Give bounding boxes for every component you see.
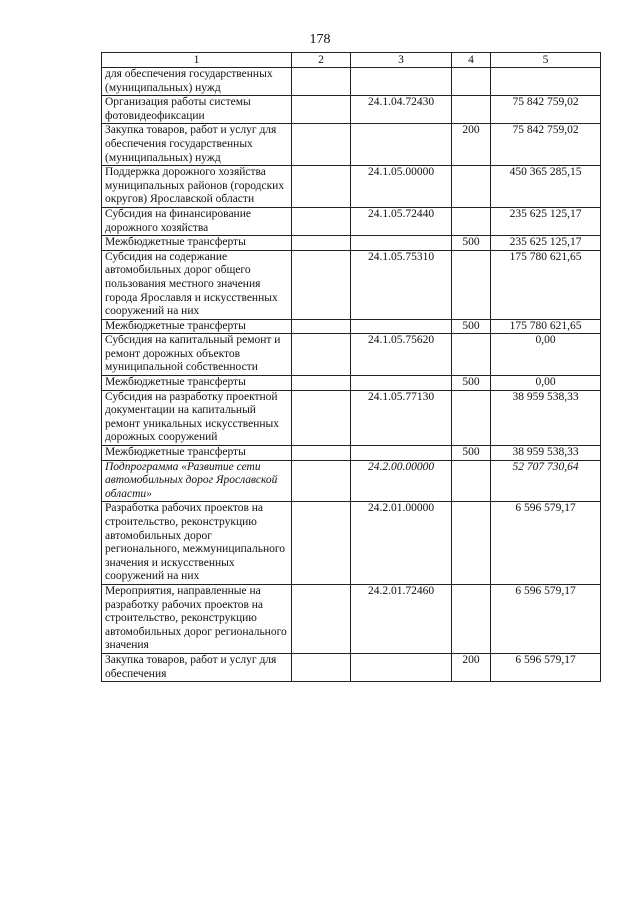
table-row (102, 124, 601, 166)
row-name-cell: Организация работы системы фотовидеофиксации (102, 96, 292, 124)
row-amount-cell: 6 596 579,17 (491, 653, 601, 681)
row-name-cell: Субсидия на разработку проектной документации на капитальный ремонт уникальных искусственных дорожных сооружений (102, 390, 292, 445)
row-amount-cell: 38 959 538,33 (491, 446, 601, 461)
row-amount-cell: 0,00 (491, 334, 601, 376)
table-row (102, 207, 601, 235)
row-col2-cell (292, 250, 351, 319)
row-col2-cell (292, 207, 351, 235)
row-col2-cell (292, 502, 351, 585)
row-col2-cell (292, 96, 351, 124)
row-code-cell (351, 236, 452, 251)
row-name-cell: Межбюджетные трансферты (102, 376, 292, 391)
row-code-cell (351, 68, 452, 96)
row-col2-cell (292, 236, 351, 251)
row-type-cell (452, 460, 491, 502)
row-code-cell (351, 446, 452, 461)
row-type-cell: 200 (452, 124, 491, 166)
row-type-cell (452, 250, 491, 319)
row-col2-cell (292, 584, 351, 653)
row-type-cell: 200 (452, 653, 491, 681)
table-row (102, 68, 601, 96)
table-header-row (102, 53, 601, 68)
row-col2-cell (292, 319, 351, 334)
row-type-cell (452, 584, 491, 653)
row-type-cell: 500 (452, 446, 491, 461)
row-amount-cell: 450 365 285,15 (491, 166, 601, 208)
row-name-cell: Субсидия на содержание автомобильных дорог общего пользования местного значения города Ярославля и искусственных сооружений на них (102, 250, 292, 319)
row-name-cell: Субсидия на финансирование дорожного хозяйства (102, 207, 292, 235)
row-amount-cell: 0,00 (491, 376, 601, 391)
table-row (102, 250, 601, 319)
table-row (102, 334, 601, 376)
row-col2-cell (292, 653, 351, 681)
row-type-cell (452, 68, 491, 96)
row-type-cell (452, 390, 491, 445)
row-col2-cell (292, 334, 351, 376)
row-name-cell: для обеспечения государственных (муниципальных) нужд (102, 68, 292, 96)
table-row (102, 319, 601, 334)
row-amount-cell (491, 68, 601, 96)
row-code-cell: 24.1.04.72430 (351, 96, 452, 124)
row-col2-cell (292, 68, 351, 96)
row-col2-cell (292, 124, 351, 166)
row-col2-cell (292, 390, 351, 445)
row-name-cell: Поддержка дорожного хозяйства муниципальных районов (городских округов) Ярославской области (102, 166, 292, 208)
row-name-cell: Закупка товаров, работ и услуг для обеспечения государственных (муниципальных) нужд (102, 124, 292, 166)
row-name-cell: Межбюджетные трансферты (102, 319, 292, 334)
table-row (102, 502, 601, 585)
table-row-subprogram (102, 460, 601, 502)
table-body (102, 68, 601, 682)
row-type-cell (452, 207, 491, 235)
row-name-cell: Межбюджетные трансферты (102, 446, 292, 461)
column-header-4: 4 (452, 53, 491, 68)
row-name-cell: Закупка товаров, работ и услуг для обеспечения (102, 653, 292, 681)
row-type-cell (452, 96, 491, 124)
row-type-cell: 500 (452, 319, 491, 334)
table-row (102, 446, 601, 461)
row-amount-cell: 175 780 621,65 (491, 250, 601, 319)
row-code-cell: 24.2.01.72460 (351, 584, 452, 653)
row-amount-cell: 6 596 579,17 (491, 584, 601, 653)
table-row (102, 584, 601, 653)
row-type-cell: 500 (452, 236, 491, 251)
row-code-cell (351, 653, 452, 681)
row-col2-cell (292, 460, 351, 502)
column-header-1: 1 (102, 53, 292, 68)
budget-table (101, 52, 601, 682)
table-row (102, 96, 601, 124)
table-row (102, 390, 601, 445)
row-code-cell (351, 376, 452, 391)
row-code-cell: 24.2.00.00000 (351, 460, 452, 502)
row-code-cell: 24.1.05.75620 (351, 334, 452, 376)
row-name-cell: Субсидия на капитальный ремонт и ремонт дорожных объектов муниципальной собственности (102, 334, 292, 376)
row-name-cell: Разработка рабочих проектов на строительство, реконструкцию автомобильных дорог регионального, межмуниципального значения и искусственных сооружений на них (102, 502, 292, 585)
column-header-5: 5 (491, 53, 601, 68)
table-row (102, 376, 601, 391)
row-code-cell: 24.1.05.77130 (351, 390, 452, 445)
page-number: 178 (309, 32, 331, 47)
table-row (102, 236, 601, 251)
row-amount-cell: 235 625 125,17 (491, 236, 601, 251)
row-type-cell (452, 334, 491, 376)
row-code-cell (351, 124, 452, 166)
row-code-cell (351, 319, 452, 334)
row-col2-cell (292, 376, 351, 391)
row-amount-cell: 75 842 759,02 (491, 124, 601, 166)
row-amount-cell: 75 842 759,02 (491, 96, 601, 124)
row-amount-cell: 52 707 730,64 (491, 460, 601, 502)
row-name-cell: Подпрограмма «Развитие сети автомобильных дорог Ярославской области» (102, 460, 292, 502)
row-col2-cell (292, 166, 351, 208)
row-code-cell: 24.1.05.72440 (351, 207, 452, 235)
row-amount-cell: 38 959 538,33 (491, 390, 601, 445)
row-amount-cell: 6 596 579,17 (491, 502, 601, 585)
row-name-cell: Мероприятия, направленные на разработку рабочих проектов на строительство, реконструкцию автомобильных дорог регионального значения (102, 584, 292, 653)
row-type-cell (452, 502, 491, 585)
row-amount-cell: 175 780 621,65 (491, 319, 601, 334)
column-header-3: 3 (351, 53, 452, 68)
row-type-cell: 500 (452, 376, 491, 391)
table-row (102, 166, 601, 208)
column-header-2: 2 (292, 53, 351, 68)
row-col2-cell (292, 446, 351, 461)
row-amount-cell: 235 625 125,17 (491, 207, 601, 235)
row-code-cell: 24.1.05.75310 (351, 250, 452, 319)
row-code-cell: 24.1.05.00000 (351, 166, 452, 208)
row-code-cell: 24.2.01.00000 (351, 502, 452, 585)
row-name-cell: Межбюджетные трансферты (102, 236, 292, 251)
table-row (102, 653, 601, 681)
row-type-cell (452, 166, 491, 208)
